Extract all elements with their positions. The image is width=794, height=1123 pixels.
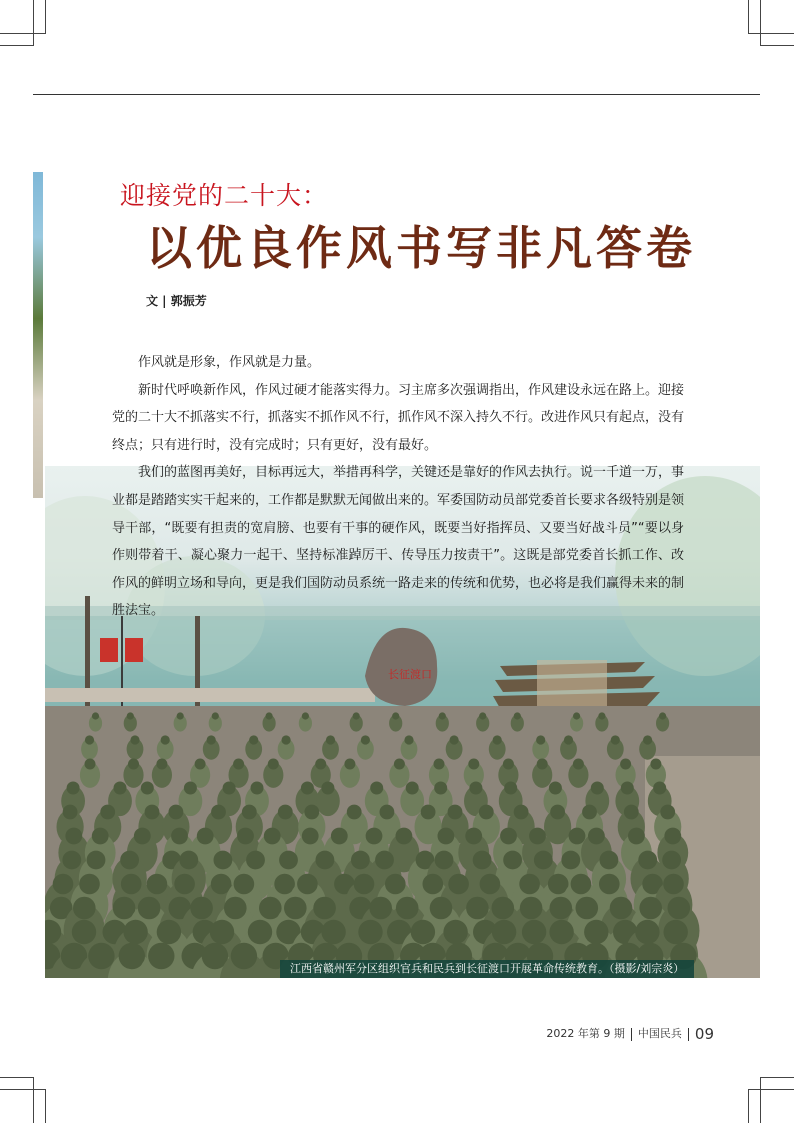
- soldier-cap: [396, 828, 413, 845]
- soldier-cap: [599, 874, 620, 895]
- soldier-cap: [582, 805, 597, 820]
- soldier-cap: [520, 897, 543, 920]
- soldier-cap: [72, 920, 96, 944]
- soldier-cap: [100, 805, 115, 820]
- soldier-cap: [233, 759, 244, 770]
- soldier-cap: [316, 851, 335, 870]
- soldier-cap: [179, 851, 198, 870]
- photo-caption: 江西省赣州军分区组织官兵和民兵到长征渡口开展革命传统教育。（摄影/刘宗炎）: [280, 960, 694, 978]
- soldier-cap: [504, 782, 517, 795]
- soldier-cap: [480, 874, 501, 895]
- soldier-cap: [141, 782, 154, 795]
- soldier-cap: [174, 874, 195, 895]
- soldier-cap: [344, 759, 355, 770]
- article-kicker: 迎接党的二十大：: [120, 181, 329, 210]
- soldier-cap: [145, 805, 160, 820]
- soldier-cap: [304, 805, 319, 820]
- soldier-cap: [231, 943, 257, 969]
- footer-divider: [631, 1028, 632, 1041]
- soldier-cap: [67, 782, 80, 795]
- soldier-cap: [224, 897, 247, 920]
- soldier-cap: [157, 920, 181, 944]
- soldier-cap: [214, 851, 233, 870]
- soldier-cap: [549, 782, 562, 795]
- soldier-cap: [92, 828, 109, 845]
- soldier-cap: [522, 920, 546, 944]
- soldier-cap: [347, 805, 362, 820]
- soldier-cap: [301, 782, 314, 795]
- soldier-cap: [195, 759, 206, 770]
- soldier-cap: [664, 920, 688, 944]
- soldier-cap: [668, 897, 691, 920]
- soldier-cap: [63, 805, 78, 820]
- soldier-cap: [114, 782, 127, 795]
- soldier-cap: [620, 759, 631, 770]
- crop-mark-bottom-right-h2: [761, 1077, 794, 1078]
- soldier-cap: [529, 828, 546, 845]
- soldier-cap: [493, 735, 502, 744]
- soldier-cap: [519, 874, 540, 895]
- soldier-cap: [248, 920, 272, 944]
- soldier-cap: [127, 712, 134, 719]
- page-footer: [546, 1025, 714, 1043]
- soldier-cap: [120, 851, 139, 870]
- soldier-cap: [331, 828, 348, 845]
- soldier-cap: [177, 712, 184, 719]
- crop-mark-top-right-h: [748, 33, 794, 34]
- soldier-cap: [465, 828, 482, 845]
- soldier-cap: [500, 828, 517, 845]
- crop-mark-top-right-h2: [761, 45, 794, 46]
- soldier-cap: [438, 828, 455, 845]
- soldier-cap: [443, 920, 467, 944]
- soldier-cap: [479, 712, 486, 719]
- soldier-cap: [573, 759, 584, 770]
- soldier-cap: [223, 782, 236, 795]
- soldier-cap: [282, 735, 291, 744]
- soldier-cap: [268, 759, 279, 770]
- soldier-cap: [653, 782, 666, 795]
- header-rule: [33, 94, 760, 95]
- soldier-cap: [88, 943, 114, 969]
- soldier-cap: [663, 874, 684, 895]
- soldier-cap: [598, 712, 605, 719]
- soldier-cap: [264, 828, 281, 845]
- soldier-cap: [550, 805, 565, 820]
- soldier-cap: [87, 851, 106, 870]
- crop-mark-bottom-left-v2: [45, 1090, 46, 1123]
- soldier-cap: [659, 712, 666, 719]
- soldier-cap: [121, 874, 142, 895]
- soldier-cap: [361, 735, 370, 744]
- soldier-cap: [411, 920, 435, 944]
- soldier-cap: [169, 805, 184, 820]
- soldier-cap: [148, 943, 174, 969]
- soldier-cap: [249, 735, 258, 744]
- soldier-cap: [278, 805, 293, 820]
- crop-mark-top-left-h: [0, 33, 46, 34]
- soldier-cap: [468, 759, 479, 770]
- soldier-cap: [53, 874, 74, 895]
- crop-mark-bottom-right-v: [760, 1077, 761, 1123]
- soldier-cap: [138, 897, 161, 920]
- soldier-cap: [73, 897, 96, 920]
- soldier-cap: [473, 851, 492, 870]
- soldier-cap: [79, 874, 100, 895]
- soldier-cap: [315, 759, 326, 770]
- soldier-cap: [660, 805, 675, 820]
- soldier-cap: [576, 897, 599, 920]
- soldier-cap: [435, 851, 454, 870]
- soldier-cap: [380, 805, 395, 820]
- soldier-cap: [130, 735, 139, 744]
- soldier-cap: [448, 874, 469, 895]
- soldier-cap: [492, 897, 515, 920]
- soldier-cap: [147, 874, 168, 895]
- soldier-cap: [85, 759, 96, 770]
- soldier-cap: [171, 828, 188, 845]
- soldier-cap: [366, 828, 383, 845]
- soldier-cap: [664, 828, 681, 845]
- soldier-cap: [662, 851, 681, 870]
- issue-label: 2022 年第 9 期: [546, 1027, 625, 1040]
- soldier-cap: [212, 712, 219, 719]
- soldier-cap: [600, 851, 619, 870]
- soldier-cap: [246, 851, 265, 870]
- soldier-cap: [492, 920, 516, 944]
- soldier-cap: [423, 874, 444, 895]
- soldier-cap: [385, 874, 406, 895]
- soldier-cap: [591, 782, 604, 795]
- facing-page-photo-edge: [33, 172, 43, 498]
- soldier-cap: [211, 805, 226, 820]
- soldier-cap: [251, 782, 264, 795]
- soldier-cap: [266, 712, 273, 719]
- soldier-cap: [404, 735, 413, 744]
- soldier-cap: [156, 759, 167, 770]
- soldier-cap: [354, 874, 375, 895]
- soldier-cap: [134, 828, 151, 845]
- crop-mark-top-left-v2: [45, 0, 46, 33]
- soldier-cap: [161, 735, 170, 744]
- soldier-cap: [406, 782, 419, 795]
- soldier-cap: [564, 735, 573, 744]
- soldier-cap: [650, 759, 661, 770]
- soldier-cap: [321, 782, 334, 795]
- article-byline: 文 | 郭振芳: [146, 294, 207, 308]
- soldier-cap: [573, 712, 580, 719]
- soldier-cap: [128, 759, 139, 770]
- soldier-cap: [123, 920, 147, 944]
- crop-mark-top-right-v: [760, 0, 761, 46]
- soldier-cap: [624, 805, 639, 820]
- soldier-cap: [396, 897, 419, 920]
- soldier-cap: [610, 897, 633, 920]
- soldier-cap: [237, 828, 254, 845]
- soldier-cap: [588, 828, 605, 845]
- crop-mark-bottom-left-h2: [0, 1077, 33, 1078]
- soldier-cap: [448, 805, 463, 820]
- soldier-cap: [571, 874, 592, 895]
- soldier-cap: [421, 805, 436, 820]
- soldier-cap: [514, 805, 529, 820]
- soldier-cap: [392, 712, 399, 719]
- soldier-cap: [351, 851, 370, 870]
- soldier-cap: [302, 828, 319, 845]
- soldier-cap: [550, 897, 573, 920]
- soldier-cap: [313, 897, 336, 920]
- soldier-cap: [394, 759, 405, 770]
- soldier-cap: [92, 712, 99, 719]
- soldier-cap: [302, 712, 309, 719]
- svg-text:长征渡口: 长征渡口: [388, 668, 432, 681]
- soldier-cap: [466, 897, 489, 920]
- soldier-cap: [326, 735, 335, 744]
- paragraph: 作风就是形象，作风就是力量。: [138, 355, 321, 370]
- soldier-cap: [369, 897, 392, 920]
- soldier-cap: [353, 712, 360, 719]
- paragraph: 新时代呼唤新作风，作风过硬才能落实得力。习主席多次强调指出，作风建设永远在路上。迎接党的二十大不抓落实不行，抓落实不抓作风不行，抓作风不深入持久不行。改进作风只有起点，没有终点；只有进行时，没有完成时；只有更好，没有最好。: [112, 382, 685, 453]
- soldier-cap: [536, 735, 545, 744]
- soldier-cap: [85, 735, 94, 744]
- soldier-cap: [503, 759, 514, 770]
- soldier-cap: [279, 851, 298, 870]
- soldier-cap: [503, 851, 522, 870]
- soldier-cap: [284, 897, 307, 920]
- soldier-cap: [569, 828, 586, 845]
- soldier-cap: [321, 920, 345, 944]
- soldier-cap: [621, 782, 634, 795]
- soldier-cap: [514, 712, 521, 719]
- soldier-cap: [62, 851, 81, 870]
- soldier-cap: [439, 712, 446, 719]
- soldier-cap: [234, 874, 255, 895]
- soldier-cap: [65, 828, 82, 845]
- soldier-cap: [242, 805, 257, 820]
- crop-mark-bottom-right-h: [748, 1089, 794, 1090]
- soldier-cap: [434, 782, 447, 795]
- soldier-cap: [635, 920, 659, 944]
- soldier-cap: [549, 920, 573, 944]
- soldier-cap: [534, 851, 553, 870]
- crop-mark-top-left-v: [33, 0, 34, 46]
- soldier-cap: [358, 920, 382, 944]
- soldier-cap: [611, 735, 620, 744]
- crop-mark-top-left-h2: [0, 45, 33, 46]
- soldier-cap: [450, 735, 459, 744]
- soldier-cap: [639, 897, 662, 920]
- soldier-cap: [197, 828, 214, 845]
- paragraph: 我们的蓝图再美好，目标再远大，举措再科学，关键还是靠好的作风去执行。说一千道一万，事业都是踏踏实实干起来的，工作都是默默无闻做出来的。军委国防动员部党委首长要求各级特别是领导干部，“既要有担责的宽肩膀、也要有干事的硬作风，既要当好指挥员、又要当好战斗员”“要以身作则带着干、凝心聚力一起干、坚持标准踔厉干、传导压力按责干”。这既是部党委首长抓工作、改作风的鲜明立场和导向，更是我们国防动员系统一路走来的传统和优势，也必将是我们赢得未来的制胜法宝。: [112, 465, 685, 619]
- soldier-cap: [584, 920, 608, 944]
- soldier-cap: [210, 920, 234, 944]
- soldier-cap: [638, 851, 657, 870]
- article-body: [112, 349, 684, 625]
- footer-divider: [688, 1028, 689, 1041]
- soldier-cap: [119, 943, 145, 969]
- soldier-cap: [628, 828, 645, 845]
- crop-mark-bottom-left-v: [33, 1077, 34, 1123]
- soldier-cap: [430, 897, 453, 920]
- soldier-cap: [184, 782, 197, 795]
- crop-mark-bottom-left-h: [0, 1089, 46, 1090]
- soldier-cap: [370, 782, 383, 795]
- soldier-cap: [469, 782, 482, 795]
- soldier-cap: [375, 851, 394, 870]
- soldier-cap: [479, 805, 494, 820]
- article-headline: 以优良作风书写非凡答卷: [146, 221, 696, 275]
- soldier-cap: [561, 851, 580, 870]
- page-number: 09: [694, 1025, 714, 1043]
- soldier-cap: [643, 735, 652, 744]
- crop-mark-top-right-v2: [748, 0, 749, 33]
- soldier-cap: [537, 759, 548, 770]
- soldier-cap: [190, 897, 213, 920]
- soldier-cap: [434, 759, 445, 770]
- soldier-cap: [297, 874, 318, 895]
- magazine-name: 中国民兵: [637, 1027, 682, 1040]
- soldier-cap: [207, 735, 216, 744]
- crop-mark-bottom-right-v2: [748, 1090, 749, 1123]
